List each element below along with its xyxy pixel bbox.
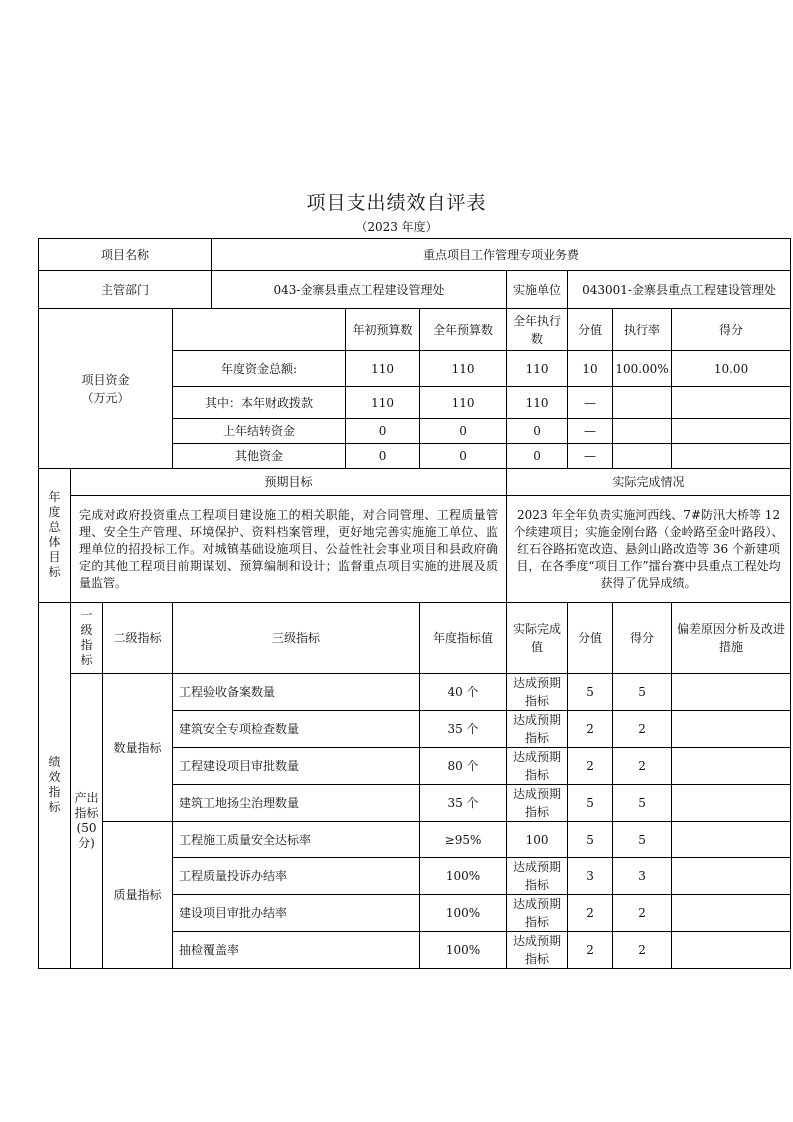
indicator-value: 3 bbox=[568, 858, 613, 895]
expected-goal-text: 完成对政府投资重点工程项目建设施工的相关职能，对合同管理、工程质量管理、安全生产管理、环境保护、资料档案管理，更好地完善实施施工单位、监理单位的招投标工作。对城镇基础设施项目、公益性社会事业项目和县政府确定的其他工程项目前期谋划、预算编制和设计；监督重点项目实施的进展及质量监管。 bbox=[71, 496, 507, 603]
funds-cell: 110 bbox=[420, 387, 507, 419]
level2-header: 二级指标 bbox=[103, 603, 173, 674]
indicator-score: 5 bbox=[613, 674, 672, 711]
indicator-target: 80 个 bbox=[420, 748, 507, 785]
department-row bbox=[39, 271, 791, 309]
indicator-score: 3 bbox=[613, 858, 672, 895]
annual-target-header: 年度指标值 bbox=[420, 603, 507, 674]
funds-cell bbox=[672, 419, 791, 444]
indicator-actual: 达成预期指标 bbox=[507, 785, 568, 822]
funds-cell: 10.00 bbox=[672, 351, 791, 387]
funds-cell: — bbox=[568, 387, 613, 419]
indicator-name: 工程质量投诉办结率 bbox=[173, 858, 420, 895]
performance-indicators-label: 绩效指标 bbox=[39, 603, 71, 969]
indicator-score: 5 bbox=[613, 822, 672, 858]
funds-cell bbox=[613, 387, 672, 419]
indicator-actual: 达成预期指标 bbox=[507, 711, 568, 748]
indicator-note bbox=[672, 895, 791, 932]
indicator-name: 工程验收备案数量 bbox=[173, 674, 420, 711]
deviation-header: 偏差原因分析及改进措施 bbox=[672, 603, 791, 674]
funds-cell: 0 bbox=[346, 419, 420, 444]
project-name-value: 重点项目工作管理专项业务费 bbox=[212, 239, 791, 271]
funds-cell: 0 bbox=[346, 444, 420, 469]
indicator-row bbox=[39, 674, 791, 711]
actual-value-header: 实际完成值 bbox=[507, 603, 568, 674]
indicator-actual: 达成预期指标 bbox=[507, 932, 568, 969]
goals-text-row bbox=[39, 496, 791, 603]
funds-cell: 110 bbox=[346, 351, 420, 387]
indicator-note bbox=[672, 711, 791, 748]
indicator-name: 工程建设项目审批数量 bbox=[173, 748, 420, 785]
funds-header-row bbox=[39, 309, 791, 351]
funds-cell: 100.00% bbox=[613, 351, 672, 387]
funds-row-label: 其中：本年财政拨款 bbox=[173, 387, 346, 419]
level1-header: 一级指标 bbox=[71, 603, 103, 674]
funds-cell bbox=[613, 444, 672, 469]
funds-cell: 0 bbox=[507, 444, 568, 469]
funds-cell: 110 bbox=[507, 351, 568, 387]
funds-cell: 110 bbox=[507, 387, 568, 419]
funds-header-executed: 全年执行数 bbox=[507, 309, 568, 351]
page-title: 项目支出绩效自评表 bbox=[306, 192, 487, 214]
output-indicator-label: 产出指标(50分) bbox=[71, 674, 103, 969]
indicator-target: 100% bbox=[420, 895, 507, 932]
indicator-note bbox=[672, 748, 791, 785]
indicator-score: 2 bbox=[613, 895, 672, 932]
indicator-score: 2 bbox=[613, 711, 672, 748]
indicator-target: 35 个 bbox=[420, 711, 507, 748]
project-name-row bbox=[39, 239, 791, 271]
funds-cell: 0 bbox=[420, 419, 507, 444]
funds-cell: — bbox=[568, 419, 613, 444]
quantity-indicator-label: 数量指标 bbox=[103, 674, 173, 822]
indicator-score: 2 bbox=[613, 748, 672, 785]
implementing-unit-label: 实施单位 bbox=[507, 271, 568, 309]
quality-indicator-label: 质量指标 bbox=[103, 822, 173, 969]
department-value: 043-金寨县重点工程建设管理处 bbox=[212, 271, 507, 309]
funds-header-exec-rate: 执行率 bbox=[613, 309, 672, 351]
funds-cell: 110 bbox=[346, 387, 420, 419]
indicator-target: 35 个 bbox=[420, 785, 507, 822]
funds-cell: 0 bbox=[507, 419, 568, 444]
funds-label: 项目资金 （万元） bbox=[39, 309, 173, 469]
funds-header-score: 得分 bbox=[672, 309, 791, 351]
funds-row-label: 其他资金 bbox=[173, 444, 346, 469]
funds-cell: 10 bbox=[568, 351, 613, 387]
level3-header: 三级指标 bbox=[173, 603, 420, 674]
funds-cell bbox=[672, 387, 791, 419]
indicator-actual: 达成预期指标 bbox=[507, 858, 568, 895]
indicator-value: 5 bbox=[568, 785, 613, 822]
indicator-value: 2 bbox=[568, 748, 613, 785]
indicator-target: ≥95% bbox=[420, 822, 507, 858]
indicator-target: 100% bbox=[420, 932, 507, 969]
funds-cell bbox=[613, 419, 672, 444]
funds-row-label: 年度资金总额: bbox=[173, 351, 346, 387]
funds-header-initial-budget: 年初预算数 bbox=[346, 309, 420, 351]
implementing-unit-value: 043001-金寨县重点工程建设管理处 bbox=[568, 271, 791, 309]
department-label: 主管部门 bbox=[39, 271, 212, 309]
indicator-name: 建设项目审批办结率 bbox=[173, 895, 420, 932]
indicator-name: 工程施工质量安全达标率 bbox=[173, 822, 420, 858]
funds-header-score-value: 分值 bbox=[568, 309, 613, 351]
indicator-target: 40 个 bbox=[420, 674, 507, 711]
performance-table bbox=[38, 238, 791, 969]
indicator-score: 2 bbox=[613, 932, 672, 969]
indicator-note bbox=[672, 822, 791, 858]
funds-cell: — bbox=[568, 444, 613, 469]
indicator-target: 100% bbox=[420, 858, 507, 895]
funds-row-label: 上年结转资金 bbox=[173, 419, 346, 444]
indicator-value: 2 bbox=[568, 711, 613, 748]
indicator-actual: 达成预期指标 bbox=[507, 674, 568, 711]
indicator-actual: 100 bbox=[507, 822, 568, 858]
score-value-header: 分值 bbox=[568, 603, 613, 674]
indicator-note bbox=[672, 785, 791, 822]
project-name-label: 项目名称 bbox=[39, 239, 212, 271]
indicator-name: 建筑安全专项检查数量 bbox=[173, 711, 420, 748]
funds-header-annual-budget: 全年预算数 bbox=[420, 309, 507, 351]
indicator-value: 5 bbox=[568, 674, 613, 711]
score-header: 得分 bbox=[613, 603, 672, 674]
indicators-header-row bbox=[39, 603, 791, 674]
indicator-note bbox=[672, 674, 791, 711]
indicator-name: 抽检覆盖率 bbox=[173, 932, 420, 969]
funds-cell bbox=[672, 444, 791, 469]
indicator-value: 2 bbox=[568, 895, 613, 932]
indicator-score: 5 bbox=[613, 785, 672, 822]
funds-cell: 110 bbox=[420, 351, 507, 387]
funds-header-blank bbox=[173, 309, 346, 351]
indicator-value: 5 bbox=[568, 822, 613, 858]
year-subtitle: （2023 年度） bbox=[355, 220, 438, 234]
indicator-actual: 达成预期指标 bbox=[507, 895, 568, 932]
indicator-row bbox=[39, 822, 791, 858]
indicator-note bbox=[672, 858, 791, 895]
indicator-value: 2 bbox=[568, 932, 613, 969]
expected-goal-header: 预期目标 bbox=[71, 469, 507, 496]
actual-completion-header: 实际完成情况 bbox=[507, 469, 791, 496]
actual-completion-text: 2023 年全年负责实施河西线、7#防汛大桥等 12 个续建项目；实施金刚台路（金岭路至金叶路段）、红石谷路拓宽改造、悬剑山路改造等 36 个新建项目，在各季度“项目工作”擂台赛中县重点工程处均获得了优异成绩。 bbox=[507, 496, 791, 603]
goals-header-row bbox=[39, 469, 791, 496]
indicator-note bbox=[672, 932, 791, 969]
indicator-actual: 达成预期指标 bbox=[507, 748, 568, 785]
annual-goals-label: 年度总体目标 bbox=[39, 469, 71, 603]
indicator-name: 建筑工地扬尘治理数量 bbox=[173, 785, 420, 822]
funds-cell: 0 bbox=[420, 444, 507, 469]
